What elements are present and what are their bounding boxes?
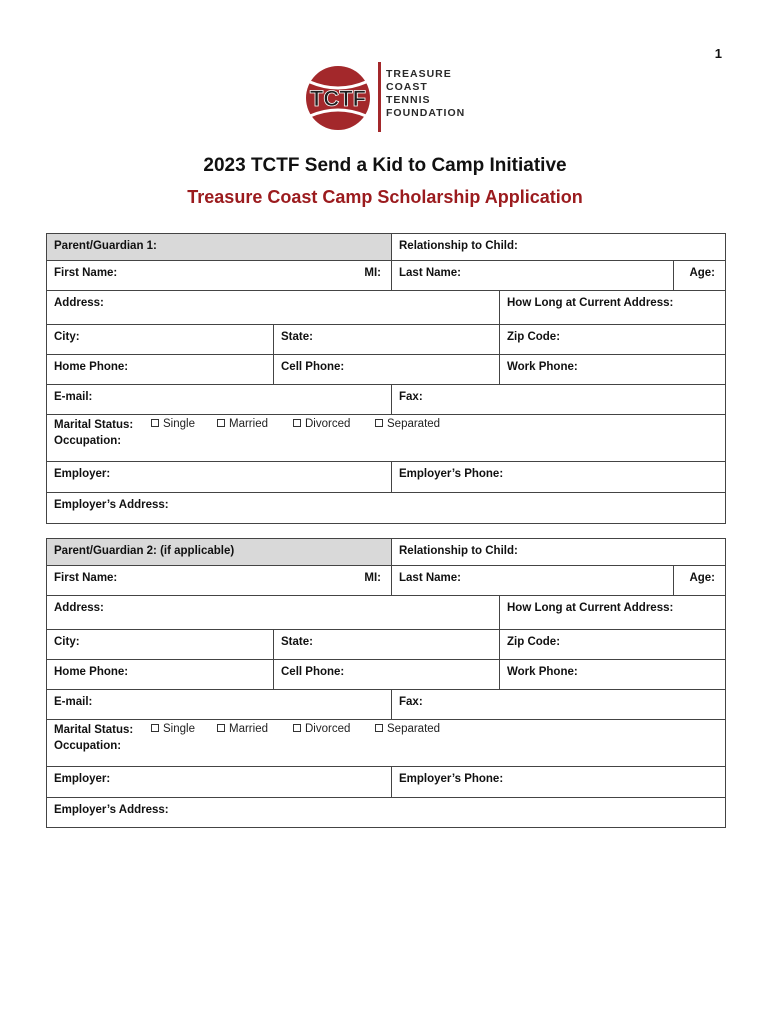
marital-status: Marital Status:: [54, 419, 134, 431]
guardian-header: Parent/Guardian 1:: [54, 240, 157, 252]
age-field[interactable]: Age:: [673, 261, 725, 291]
employer-phone-field[interactable]: Employer’s Phone:: [391, 767, 725, 798]
marital-option-single[interactable]: Single: [151, 418, 195, 430]
checkbox-icon[interactable]: [375, 419, 383, 427]
age-field[interactable]: Age:: [673, 566, 725, 596]
employer-address-field[interactable]: Employer’s Address:: [54, 499, 169, 511]
fax-field[interactable]: Fax:: [391, 690, 725, 720]
relationship-field[interactable]: Relationship to Child:: [391, 539, 725, 565]
guardian-header: Parent/Guardian 2: (if applicable): [54, 545, 235, 557]
name-row: [47, 260, 725, 291]
state-field[interactable]: State:: [273, 325, 499, 355]
name-row: [47, 565, 725, 596]
employer-field[interactable]: Employer:: [54, 468, 111, 480]
checkbox-icon[interactable]: [293, 724, 301, 732]
guardian-1-form: [46, 233, 726, 524]
page-subtitle: Treasure Coast Camp Scholarship Application: [187, 187, 583, 207]
checkbox-icon[interactable]: [217, 724, 225, 732]
phone-row: [47, 659, 725, 690]
state-field[interactable]: State:: [273, 630, 499, 660]
first-name-field[interactable]: First Name: MI:: [54, 572, 381, 584]
header-row: [47, 539, 725, 565]
marital-option-married[interactable]: Married: [217, 723, 268, 735]
email-row: [47, 384, 725, 415]
address-field[interactable]: Address:: [54, 602, 104, 614]
employer-phone-field[interactable]: Employer’s Phone:: [391, 462, 725, 493]
first-name-field[interactable]: First Name: MI:: [54, 267, 381, 279]
how-long-field[interactable]: How Long at Current Address:: [499, 596, 725, 630]
home-phone-field[interactable]: Home Phone:: [54, 666, 129, 678]
checkbox-icon[interactable]: [217, 419, 225, 427]
marital-option-single[interactable]: Single: [151, 723, 195, 735]
employer-address-row: [47, 797, 725, 828]
employer-row: [47, 766, 725, 798]
email-field[interactable]: E-mail:: [54, 391, 93, 403]
marital-option-divorced[interactable]: Divorced: [293, 723, 350, 735]
marital-row: [47, 719, 725, 767]
phone-row: [47, 354, 725, 385]
cell-phone-field[interactable]: Cell Phone:: [273, 660, 499, 690]
work-phone-field[interactable]: Work Phone:: [499, 355, 725, 385]
employer-address-row: [47, 492, 725, 524]
checkbox-icon[interactable]: [293, 419, 301, 427]
cell-phone-field[interactable]: Cell Phone:: [273, 355, 499, 385]
zip-field[interactable]: Zip Code:: [499, 630, 725, 660]
guardian-2-form: [46, 538, 726, 828]
marital-row: [47, 414, 725, 462]
page-number: 1: [714, 46, 722, 61]
checkbox-icon[interactable]: [151, 419, 159, 427]
page-title: 2023 TCTF Send a Kid to Camp Initiative: [203, 155, 567, 176]
fax-field[interactable]: Fax:: [391, 385, 725, 415]
city-row: [47, 629, 725, 660]
occupation-label[interactable]: Occupation:: [54, 740, 122, 752]
email-row: [47, 689, 725, 720]
checkbox-icon[interactable]: [375, 724, 383, 732]
marital-option-divorced[interactable]: Divorced: [293, 418, 350, 430]
checkbox-icon[interactable]: [151, 724, 159, 732]
marital-option-separated[interactable]: Separated: [375, 723, 440, 735]
work-phone-field[interactable]: Work Phone:: [499, 660, 725, 690]
tctf-logo: [298, 60, 488, 136]
how-long-field[interactable]: How Long at Current Address:: [499, 291, 725, 325]
zip-field[interactable]: Zip Code:: [499, 325, 725, 355]
address-row: [47, 595, 725, 630]
address-row: [47, 290, 725, 325]
logo-letters: TCTF: [309, 86, 367, 111]
logo-wordmark: TREASURE COAST TENNIS FOUNDATION: [386, 68, 466, 119]
city-row: [47, 324, 725, 355]
home-phone-field[interactable]: Home Phone:: [54, 361, 129, 373]
marital-option-separated[interactable]: Separated: [375, 418, 440, 430]
relationship-field[interactable]: Relationship to Child:: [391, 234, 725, 260]
marital-status: Marital Status:: [54, 724, 134, 736]
header-row: [47, 234, 725, 260]
tennis-ball-logo-icon: [298, 60, 378, 136]
address-field[interactable]: Address:: [54, 297, 104, 309]
last-name-field[interactable]: Last Name:: [391, 261, 673, 291]
city-field[interactable]: City:: [54, 636, 80, 648]
last-name-field[interactable]: Last Name:: [391, 566, 673, 596]
marital-option-married[interactable]: Married: [217, 418, 268, 430]
email-field[interactable]: E-mail:: [54, 696, 93, 708]
employer-row: [47, 461, 725, 493]
city-field[interactable]: City:: [54, 331, 80, 343]
logo-divider: [378, 62, 381, 132]
employer-field[interactable]: Employer:: [54, 773, 111, 785]
employer-address-field[interactable]: Employer’s Address:: [54, 804, 169, 816]
occupation-label[interactable]: Occupation:: [54, 435, 122, 447]
